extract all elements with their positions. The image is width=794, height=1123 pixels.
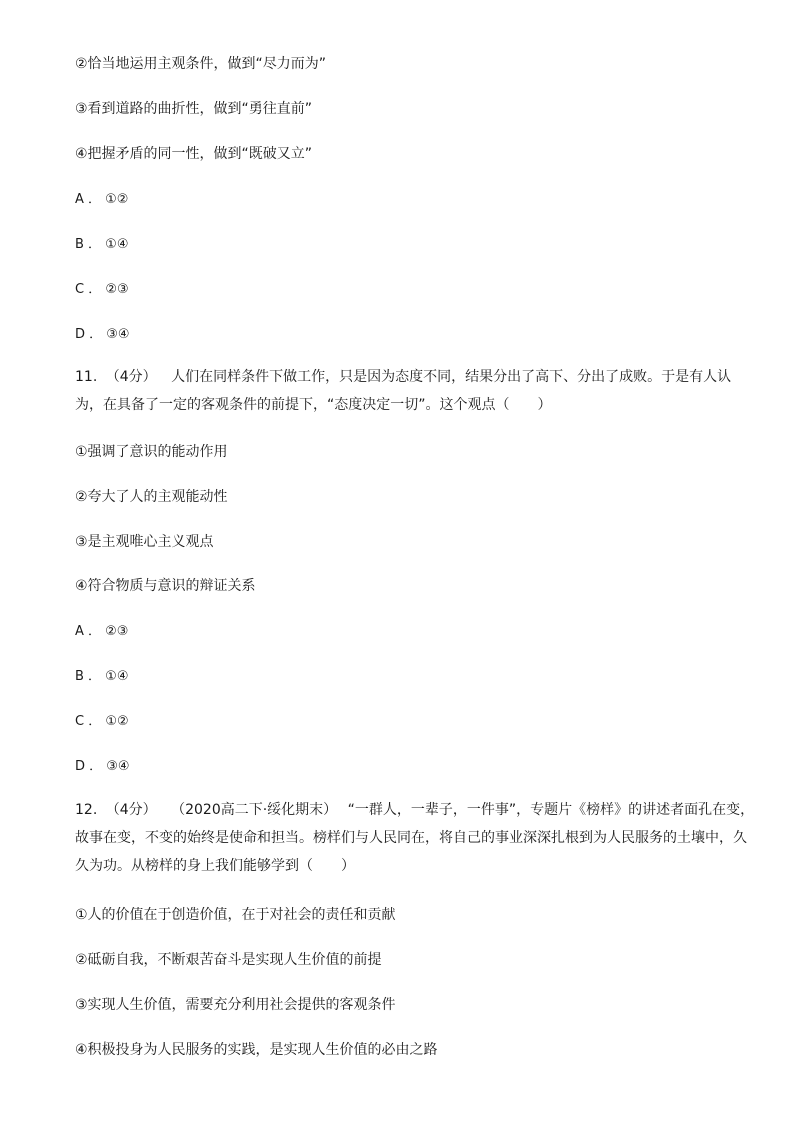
q11-statement-3: ③是主观唯心主义观点 (75, 534, 214, 550)
q10-statement-2: ②恰当地运用主观条件，做到“尽力而为” (75, 56, 327, 72)
q10-option-c[interactable]: C ． ②③ (75, 282, 129, 297)
q12-stem: “一群人，一辈子，一件事”，专题片《榜样》的讲述者面孔在变，故事在变，不变的始终是使命和担当。榜样们与人民同在，将自己的事业深深扎根到为人民服务的土壤中，久久为功。从榜样的身上我们能够学到（ ） (75, 802, 755, 874)
q12-statement-3: ③实现人生价值，需要充分利用社会提供的客观条件 (75, 997, 396, 1013)
q11-option-a[interactable]: A ． ②③ (75, 624, 129, 639)
q11-option-c[interactable]: C ． ①② (75, 714, 129, 729)
q12-number: 12. (75, 802, 98, 818)
q12-statement-2: ②砥砺自我，不断艰苦奋斗是实现人生价值的前提 (75, 952, 382, 968)
q10-statement-4: ④把握矛盾的同一性，做到“既破又立” (75, 146, 313, 162)
q11-statement-2: ②夸大了人的主观能动性 (75, 489, 228, 505)
q11-stem: 人们在同样条件下做工作，只是因为态度不同，结果分出了高下、分出了成败。于是有人认为，在具备了一定的客观条件的前提下，“态度决定一切”。这个观点（ ） (75, 369, 732, 413)
q12-stem-block (75, 796, 755, 880)
q11-number: 11. (75, 369, 98, 385)
q11-statement-4: ④符合物质与意识的辩证关系 (75, 578, 256, 594)
q10-option-a[interactable]: A ． ①② (75, 192, 129, 207)
q11-option-d[interactable]: D ． ③④ (75, 759, 130, 774)
q10-option-b[interactable]: B ． ①④ (75, 237, 129, 252)
q11-statement-1: ①强调了意识的能动作用 (75, 444, 228, 460)
q11-option-b[interactable]: B ． ①④ (75, 669, 129, 684)
q12-source: （2020高二下·绥化期末） (171, 802, 338, 818)
q12-score: （4分） (105, 802, 157, 818)
q11-stem-block (75, 363, 755, 419)
q11-score: （4分） (105, 369, 157, 385)
q12-statement-4: ④积极投身为人民服务的实践，是实现人生价值的必由之路 (75, 1042, 438, 1058)
q12-statement-1: ①人的价值在于创造价值，在于对社会的责任和贡献 (75, 907, 396, 923)
q10-statement-3: ③看到道路的曲折性，做到“勇往直前” (75, 101, 313, 117)
q10-option-d[interactable]: D ． ③④ (75, 327, 130, 342)
